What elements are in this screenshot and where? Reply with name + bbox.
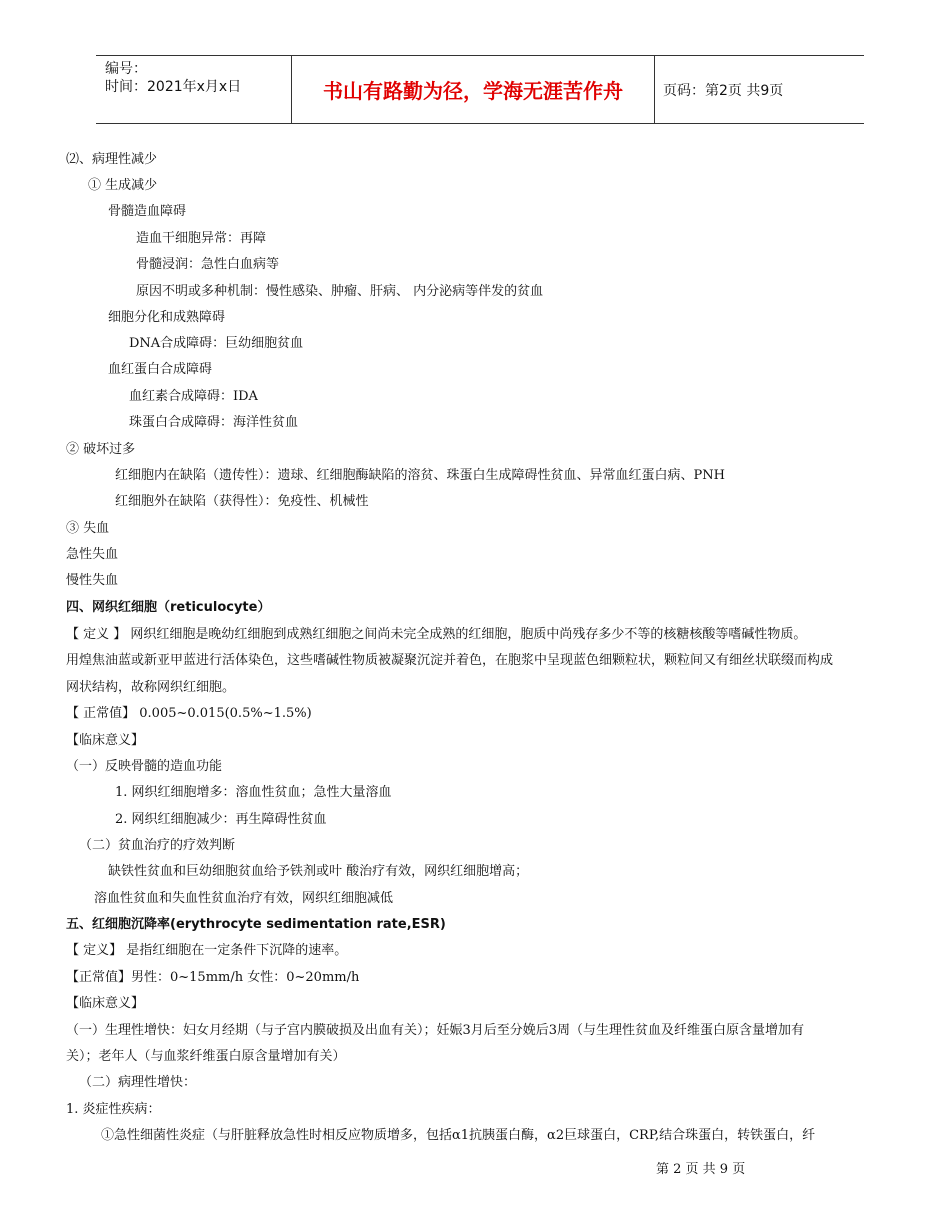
section-heading: 四、网织红细胞（reticulocyte） <box>66 600 271 615</box>
text-line: 红细胞外在缺陷（获得性）：免疫性、机械性 <box>115 494 369 509</box>
text-line: 1. 炎症性疾病： <box>66 1102 161 1117</box>
text-line: 【 正常值】 0.005~0.015(0.5%~1.5%) <box>66 706 312 721</box>
text-line: 骨髓浸润：急性白血病等 <box>136 257 280 272</box>
text-line: 用煌焦油蓝或新亚甲蓝进行活体染色，这些嗜碱性物质被凝聚沉淀并着色，在胞浆中呈现蓝色细颗粒状，颗粒间又有细丝状联缀而构成 <box>66 653 834 668</box>
text-line: 慢性失血 <box>66 573 119 588</box>
text-line: 【临床意义】 <box>66 996 145 1011</box>
text-line: 溶血性贫血和失血性贫血治疗有效，网织红细胞减低 <box>94 891 394 906</box>
header-meta <box>105 60 241 96</box>
text-line: 【 定义】 是指红细胞在一定条件下沉降的速率。 <box>66 943 348 958</box>
text-line: 骨髓造血障碍 <box>108 204 187 219</box>
text-line: 珠蛋白合成障碍：海洋性贫血 <box>129 415 299 430</box>
text-line: DNA合成障碍：巨幼细胞贫血 <box>129 336 304 351</box>
text-line: 【正常值】男性：0~15mm/h 女性：0~20mm/h <box>66 970 360 985</box>
text-line: 【临床意义】 <box>66 733 145 748</box>
text-line: 细胞分化和成熟障碍 <box>108 310 226 325</box>
number-label: 编号： <box>105 61 147 77</box>
header-table <box>96 55 864 124</box>
text-line: 原因不明或多种机制：慢性感染、肿瘤、肝病、 内分泌病等伴发的贫血 <box>136 284 544 299</box>
text-line: 2. 网织红细胞减少：再生障碍性贫血 <box>115 812 327 827</box>
page-footer: 第 2 页 共 9 页 <box>656 1162 746 1177</box>
text-line: 急性失血 <box>66 547 119 562</box>
text-line: （一）生理性增快：妇女月经期（与子宫内膜破损及出血有关）；妊娠3月后至分娩后3周（与生理性贫血及纤维蛋白原含量增加有 <box>66 1023 805 1038</box>
text-line: 【 定义 】 网织红细胞是晚幼红细胞到成熟红细胞之间尚未完全成熟的红细胞，胞质中尚残存多少不等的核糖核酸等嗜碱性物质。 <box>66 627 807 642</box>
text-line: （二）贫血治疗的疗效判断 <box>79 838 236 853</box>
time-label: 时间：2021年x月x日 <box>105 79 242 95</box>
text-line: 网状结构，故称网织红细胞。 <box>66 680 236 695</box>
text-line: ⑵、病理性减少 <box>66 152 158 167</box>
text-line: ①急性细菌性炎症（与肝脏释放急性时相反应物质增多，包括α1抗胰蛋白酶，α2巨球蛋白，CRP,结合珠蛋白，转铁蛋白，纤 <box>101 1128 816 1143</box>
header-divider <box>654 56 655 123</box>
text-line: ③ 失血 <box>66 521 110 536</box>
text-line: 造血干细胞异常：再障 <box>136 231 267 246</box>
text-line: 红细胞内在缺陷（遗传性）：遗球、红细胞酶缺陷的溶贫、珠蛋白生成障碍性贫血、异常血红蛋白病、PNH <box>115 468 725 483</box>
text-line: （一）反映骨髓的造血功能 <box>66 759 223 774</box>
section-heading: 五、红细胞沉降率(erythrocyte sedimentation rate,ESR) <box>66 917 446 932</box>
text-line: （二）病理性增快： <box>79 1075 197 1090</box>
header-motto: 书山有路勤为径，学海无涯苦作舟 <box>323 79 623 103</box>
text-line: 血红蛋白合成障碍 <box>108 362 213 377</box>
text-line: 关）；老年人（与血浆纤维蛋白原含量增加有关） <box>66 1049 346 1064</box>
text-line: 缺铁性贫血和巨幼细胞贫血给予铁剂或叶 酸治疗有效，网织红细胞增高； <box>108 864 529 879</box>
header-page-info: 页码：第2页 共9页 <box>663 82 784 99</box>
text-line: 1. 网织红细胞增多：溶血性贫血；急性大量溶血 <box>115 785 392 800</box>
text-line: ② 破坏过多 <box>66 442 136 457</box>
text-line: ① 生成减少 <box>88 178 158 193</box>
text-line: 血红素合成障碍：IDA <box>129 389 258 404</box>
